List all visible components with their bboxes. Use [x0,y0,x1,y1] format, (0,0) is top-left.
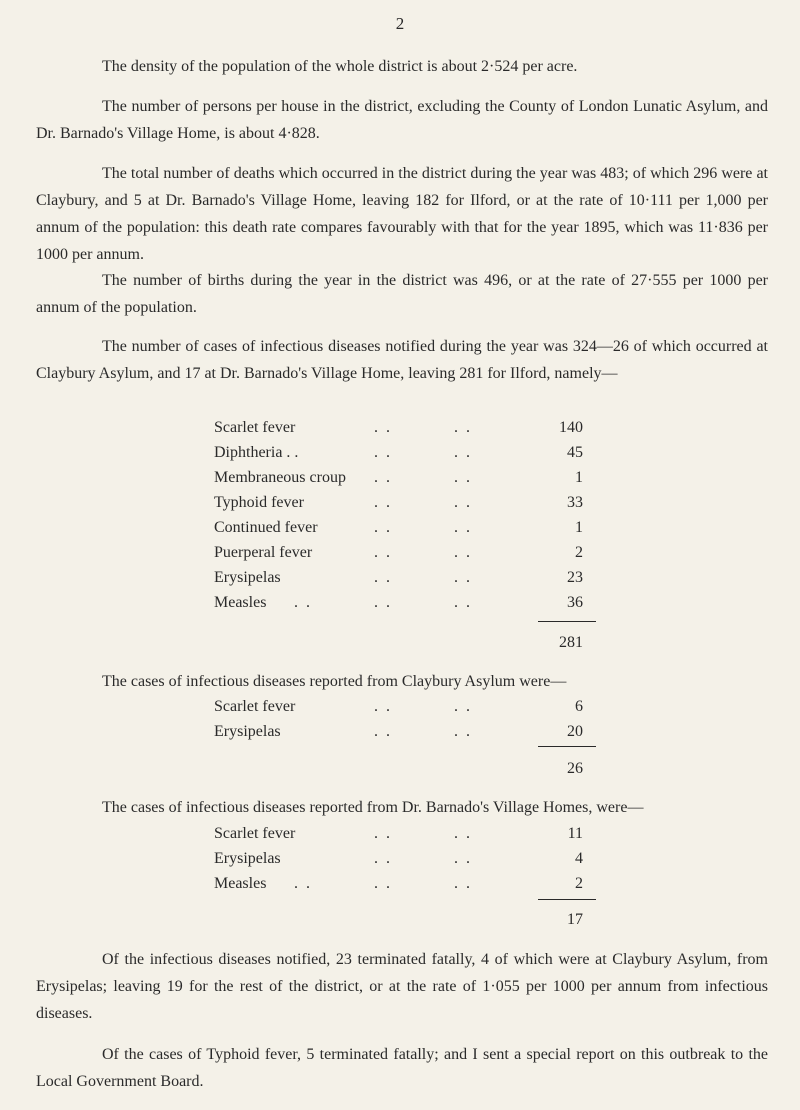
case-count: 20 [567,723,583,740]
leader-dots: . . [374,469,392,486]
leader-dots: . . [294,594,312,611]
case-count: 36 [567,594,583,611]
case-count: 6 [575,698,583,715]
table-row [214,540,599,565]
table-row [214,719,599,744]
leader-dots: . . [294,875,312,892]
leader-dots: . . [454,469,472,486]
leader-dots: . . [374,444,392,461]
leader-dots: . . [454,519,472,536]
disease-name: Scarlet fever [214,419,296,436]
sum-rule [538,621,596,622]
total-count: 26 [567,760,583,777]
table-row [214,590,599,615]
leader-dots: . . [454,594,472,611]
disease-name: Erysipelas [214,723,281,740]
paragraph-infectious-notified: The number of cases of infectious diseases notified during the year was 324—26 of which occurred at Claybury Asylum, and 17 at Dr. Barnado's Village Home, leaving 281 for Ilford, namely— [36,338,768,382]
leader-dots: . . [454,723,472,740]
disease-name: Erysipelas [214,850,281,867]
paragraph-persons-per-house: The number of persons per house in the district, excluding the County of London Lunatic Asylum, and Dr. Barnado's Village Home, is about 4·828. [36,98,768,142]
leader-dots: . . [454,419,472,436]
disease-name: Puerperal fever [214,544,313,561]
case-count: 1 [575,469,583,486]
case-count: 140 [559,419,583,436]
paragraph-births: The number of births during the year in the district was 496, or at the rate of 27·555 per 1000 per annum of the population. [36,272,768,316]
leader-dots: . . [454,444,472,461]
paragraph-barnado-cases: The cases of infectious diseases reported from Dr. Barnado's Village Homes, were— [102,799,644,816]
leader-dots: . . [374,875,392,892]
page-number: 2 [395,14,405,33]
table-row [214,490,599,515]
leader-dots: . . [374,850,392,867]
table-row [214,465,599,490]
leader-dots: . . [374,544,392,561]
disease-name: Membraneous croup [214,469,346,486]
leader-dots: . . [454,569,472,586]
leader-dots: . . [374,594,392,611]
sum-rule [538,746,596,747]
case-count: 23 [567,569,583,586]
table-row [214,821,599,846]
table-row [214,515,599,540]
table-row [214,694,599,719]
paragraph-deaths: The total number of deaths which occurred in the district during the year was 483; of which 296 were at Claybury, and 5 at Dr. Barnado's Village Home, leaving 182 for Ilford, or at the rate of 10·111 per 1,000 per annum of the population: this death rate compares favourably with that for the year 1895, which was 11·836 per 1000 per annum. [36,165,768,263]
leader-dots: . . [454,544,472,561]
leader-dots: . . [454,825,472,842]
disease-name: Scarlet fever [214,698,296,715]
disease-name: Diphtheria . . [214,444,299,461]
table-row [214,871,599,896]
paragraph-typhoid-report: Of the cases of Typhoid fever, 5 terminated fatally; and I sent a special report on this outbreak to the Local Government Board. [36,1046,768,1090]
leader-dots: . . [454,850,472,867]
case-count: 45 [567,444,583,461]
leader-dots: . . [374,825,392,842]
case-count: 11 [567,825,583,842]
leader-dots: . . [454,494,472,511]
paragraph-fatal-cases: Of the infectious diseases notified, 23 terminated fatally, 4 of which were at Claybury Asylum, from Erysipelas; leaving 19 for the rest of the district, or at the rate of 1·055 per 1000 per annum from infectious diseases. [36,951,768,1022]
leader-dots: . . [374,494,392,511]
case-count: 2 [575,875,583,892]
leader-dots: . . [454,875,472,892]
leader-dots: . . [374,519,392,536]
disease-name: Measles [214,594,267,611]
total-count: 281 [559,634,583,651]
table-row [214,440,599,465]
table-row [214,846,599,871]
disease-name: Scarlet fever [214,825,296,842]
leader-dots: . . [374,419,392,436]
leader-dots: . . [374,723,392,740]
table-row [214,415,599,440]
paragraph-density: The density of the population of the whole district is about 2·524 per acre. [102,58,578,75]
case-count: 4 [575,850,583,867]
sum-rule [538,899,596,900]
case-count: 2 [575,544,583,561]
case-count: 1 [575,519,583,536]
leader-dots: . . [374,569,392,586]
disease-name: Erysipelas [214,569,281,586]
case-count: 33 [567,494,583,511]
disease-name: Typhoid fever [214,494,304,511]
disease-name: Continued fever [214,519,318,536]
table-row [214,565,599,590]
total-count: 17 [567,911,583,928]
leader-dots: . . [454,698,472,715]
disease-name: Measles [214,875,267,892]
leader-dots: . . [374,698,392,715]
paragraph-claybury-cases: The cases of infectious diseases reported from Claybury Asylum were— [102,673,567,690]
